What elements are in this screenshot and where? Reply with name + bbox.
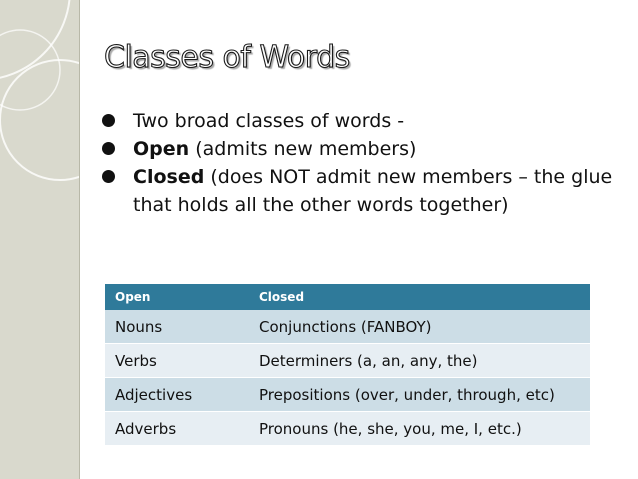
table-cell: Determiners (a, an, any, the) <box>249 344 590 378</box>
table-cell: Pronouns (he, she, you, me, I, etc.) <box>249 412 590 446</box>
decorative-circles <box>0 0 79 479</box>
slide-title: Classes of Words <box>104 40 350 75</box>
bullet-item <box>102 135 622 163</box>
table-cell: Adjectives <box>105 378 249 412</box>
header-closed: Closed <box>249 284 590 310</box>
bullet-item <box>102 163 622 219</box>
table-row <box>105 310 590 344</box>
table-header-row <box>105 284 590 310</box>
slide-border <box>79 0 80 479</box>
bullet-dot-icon <box>102 114 115 127</box>
decorative-left-band <box>0 0 79 479</box>
bullet-list <box>102 107 622 219</box>
table-cell: Adverbs <box>105 412 249 446</box>
bullet-dot-icon <box>102 170 115 183</box>
bullet-text: Two broad classes of words - <box>133 110 405 132</box>
table-row <box>105 344 590 378</box>
word-classes-table <box>105 284 590 446</box>
bullet-bold: Closed <box>133 166 205 188</box>
table-cell: Prepositions (over, under, through, etc) <box>249 378 590 412</box>
bullet-text: (admits new members) <box>189 138 417 160</box>
bullet-item <box>102 107 622 135</box>
bullet-dot-icon <box>102 142 115 155</box>
table-cell: Conjunctions (FANBOY) <box>249 310 590 344</box>
table-row <box>105 412 590 446</box>
bullet-bold: Open <box>133 138 190 160</box>
table-cell: Verbs <box>105 344 249 378</box>
header-open: Open <box>105 284 249 310</box>
bullet-text: (does NOT admit new members – the glue that holds all the other words together) <box>133 166 613 216</box>
table-row <box>105 378 590 412</box>
table-cell: Nouns <box>105 310 249 344</box>
